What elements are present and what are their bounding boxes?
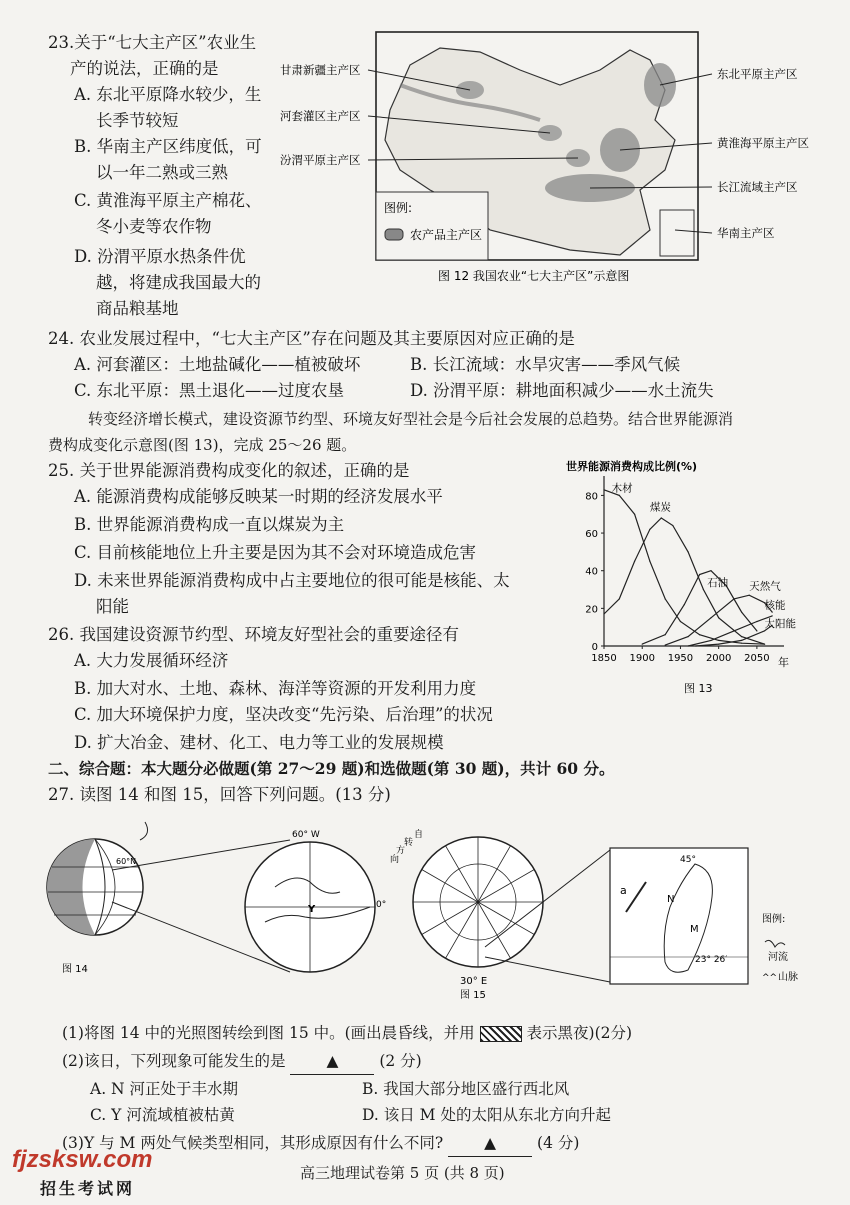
series-point (772, 615, 773, 616)
series-point (672, 525, 673, 526)
series-point (649, 561, 650, 562)
series-point (756, 630, 757, 631)
q26-option-c: C. 加大环境保护力度，坚决改变“先污染、后治理”的状况 (74, 705, 493, 724)
series-point (649, 529, 650, 530)
mada-lat-label: 23° 26′ (695, 955, 728, 965)
series-point (695, 645, 696, 646)
series-point (687, 645, 688, 646)
madagascar-inset (610, 848, 748, 984)
series-point (619, 495, 620, 496)
fig14-lat-label: 60°N (116, 857, 137, 866)
series-point (733, 630, 734, 631)
q27-sub2-text: (2)该日，下列现象可能发生的是 (62, 1052, 286, 1070)
series-label: 石油 (707, 576, 729, 589)
series-line-2 (642, 571, 757, 644)
fig15-rot4: 向 (390, 855, 400, 865)
series-point (733, 598, 734, 599)
series-point (665, 634, 666, 635)
label-huanghuaihai: 黄淮海平原主产区 (717, 136, 809, 150)
label-hetao: 河套灌区主产区 (280, 109, 361, 123)
q23-stem-line2: 产的说法，正确的是 (70, 59, 219, 78)
series-line-0 (604, 490, 765, 644)
q25-option-a: A. 能源消费构成能够反映某一时期的经济发展水平 (74, 487, 443, 506)
legend-river: 河流 (768, 952, 788, 963)
fig14-lon-label: 60° W (292, 830, 320, 840)
fig15-lon-label: 30° E (460, 976, 488, 987)
fig15-legend-title: 图例: (762, 914, 786, 925)
fig14-lon0-label: 0° (376, 900, 387, 910)
label-dongbei: 东北平原主产区 (717, 67, 798, 81)
watermark-site-name: 招生考试网 (40, 1179, 136, 1198)
section-2-heading: 二、综合题：本大题分必做题(第 27～29 题)和选做题(第 30 题)，共计 60 分。 (48, 759, 615, 778)
chart-xlabel: 年 (778, 656, 789, 669)
q27-sub2-option-a: A. N 河正处于丰水期 (90, 1080, 239, 1098)
series-point (603, 489, 604, 490)
q24-option-c: C. 东北平原：黑土退化——过度农垦 (74, 381, 345, 400)
series-point (687, 551, 688, 552)
q26-stem: 26. 我国建设资源节约型、环境友好型社会的重要途径有 (48, 625, 459, 644)
q23-stem-line1: 23.关于“七大主产区”农业生 (48, 33, 257, 52)
q27-sub1 (62, 1020, 632, 1046)
q27-sub2-option-c: C. Y 河流域植被枯黄 (90, 1106, 235, 1124)
q23-option-b-cont: 以一年二熟或三熟 (96, 163, 228, 182)
q23-option-d: D. 汾渭平原水热条件优 (74, 247, 246, 266)
label-huanan: 华南主产区 (717, 226, 775, 240)
q24-stem: 24. 农业发展过程中，“七大主产区”存在问题及其主要原因对应正确的是 (48, 329, 575, 348)
series-label: 核能 (764, 599, 786, 612)
chart-y-tick-label: 0 (591, 642, 598, 653)
series-point (687, 636, 688, 637)
fig15-rot3: 方 (396, 846, 406, 856)
chart-x-tick-label: 2000 (705, 653, 732, 664)
q27-sub1-text2: 表示黑夜)(2分) (526, 1024, 633, 1042)
figure-12-china-map (280, 30, 840, 290)
series-point (718, 644, 719, 645)
figure-12-caption: 图 12 我国农业“七大主产区”示意图 (438, 269, 630, 283)
series-point (741, 612, 742, 613)
series-point (741, 643, 742, 644)
q27-sub3-answer-blank[interactable] (448, 1130, 532, 1157)
mada-a-label: a (620, 884, 627, 897)
series-point (665, 598, 666, 599)
label-fenwei: 汾渭平原主产区 (280, 153, 361, 167)
q23-option-d-cont2: 商品粮基地 (96, 299, 179, 318)
chart-x-tick-label: 2050 (744, 653, 770, 664)
series-label: 煤炭 (649, 501, 671, 514)
q24-option-b: B. 长江流域：水旱灾害——季风气候 (410, 355, 681, 374)
series-point (665, 644, 666, 645)
q27-sub3-points: (4 分) (537, 1134, 580, 1152)
mada-n-label: N (667, 894, 675, 905)
fig14-caption: 图 14 (62, 964, 88, 975)
series-point (619, 598, 620, 599)
series-point (764, 644, 765, 645)
series-point (634, 514, 635, 515)
q25-option-d-cont: 阳能 (96, 597, 129, 616)
series-point (764, 630, 765, 631)
point-y-label: Y (308, 904, 316, 915)
series-point (699, 574, 700, 575)
mada-m-label: M (690, 924, 699, 935)
chart-x-tick-label: 1900 (629, 653, 655, 664)
q27-sub2-option-d: D. 该日 M 处的太阳从东北方向升起 (362, 1106, 611, 1124)
series-point (634, 561, 635, 562)
q25-option-b: B. 世界能源消费构成一直以煤炭为主 (74, 515, 345, 534)
series-point (603, 613, 604, 614)
q27-sub1-text: (1)将图 14 中的光照图转绘到图 15 中。(画出晨昏线，并用 (62, 1024, 475, 1042)
label-gansu-xinjiang: 甘肃新疆主产区 (280, 63, 361, 77)
south-sea-inset (660, 210, 694, 256)
series-point (642, 644, 643, 645)
q26-option-a: A. 大力发展循环经济 (74, 651, 229, 670)
q23-option-c-cont: 冬小麦等农作物 (96, 217, 212, 236)
series-point (710, 617, 711, 618)
q25-stem: 25. 关于世界能源消费构成变化的叙述，正确的是 (48, 461, 410, 480)
chart-y-tick-label: 80 (585, 491, 598, 503)
fig15-rot2: 转 (404, 838, 414, 848)
q27-stem: 27. 读图 14 和图 15，回答下列问题。(13 分) (48, 785, 391, 804)
fig14-zoom-circle (245, 830, 386, 972)
series-point (710, 640, 711, 641)
chart-y-tick-label: 20 (585, 604, 598, 616)
series-point (661, 517, 662, 518)
fig15-polar-view (390, 828, 543, 1001)
chart-title: 世界能源消费构成比例(%) (566, 460, 698, 473)
chart-caption: 图 13 (684, 682, 713, 695)
series-point (680, 621, 681, 622)
mada-lon-label: 45° (680, 855, 696, 865)
series-line-1 (604, 518, 765, 644)
series-label: 木材 (611, 482, 633, 495)
series-point (741, 640, 742, 641)
q23-option-a: A. 东北平原降水较少，生 (74, 85, 262, 104)
series-point (710, 570, 711, 571)
q26-option-b: B. 加大对水、土地、森林、海洋等资源的开发利用力度 (74, 679, 477, 698)
river-legend-icon (765, 940, 785, 947)
q27-sub2-points: (2 分) (379, 1052, 422, 1070)
series-point (703, 589, 704, 590)
q27-sub2-answer-blank[interactable] (290, 1048, 374, 1075)
series-label: 太阳能 (764, 618, 797, 631)
legend-title: 图例: (384, 201, 413, 215)
rotation-arrow-icon (140, 822, 148, 840)
q23-option-c: C. 黄淮海平原主产棉花、 (74, 191, 262, 210)
intro-line2: 费构成变化示意图(图 13)，完成 25～26 题。 (48, 436, 357, 454)
series-point (684, 604, 685, 605)
figure-14-15 (40, 812, 840, 1012)
q23-option-d-cont: 越，将建成我国最大的 (96, 273, 261, 292)
answer-triangle-icon: ▲ (484, 1134, 497, 1152)
chart-x-tick-label: 1950 (667, 653, 694, 664)
q23-option-b: B. 华南主产区纬度低，可 (74, 137, 262, 156)
series-point (718, 640, 719, 641)
answer-triangle-icon: ▲ (326, 1052, 339, 1070)
series-point (718, 617, 719, 618)
intro-line1: 转变经济增长模式，建设资源节约型、环境友好型社会是今后社会发展的总趋势。结合世界能源消 (88, 410, 734, 428)
q23-option-a-cont: 长季节较短 (96, 111, 179, 130)
chart-y-tick-label: 60 (585, 529, 598, 541)
series-point (756, 621, 757, 622)
legend-mountain: 山脉 (778, 972, 798, 983)
series-label: 天然气 (749, 580, 781, 593)
q27-sub2-option-b: B. 我国大部分地区盛行西北风 (362, 1080, 570, 1098)
watermark-url: fjzsksw.com (12, 1146, 153, 1173)
q27-sub3-text: (3)Y 与 M 两处气候类型相同，其形成原因有什么不同? (62, 1134, 444, 1152)
q26-option-d: D. 扩大冶金、建材、化工、电力等工业的发展规模 (74, 733, 444, 752)
q25-option-d: D. 未来世界能源消费构成中占主要地位的很可能是核能、太 (74, 571, 510, 590)
series-point (699, 634, 700, 635)
mountain-legend-icon: ^^ (762, 973, 778, 983)
fig14-globe (47, 822, 148, 975)
fig15-caption: 图 15 (460, 990, 486, 1001)
chart-x-tick-label: 1850 (591, 653, 617, 664)
q25-option-c: C. 目前核能地位上升主要是因为其不会对环境造成危害 (74, 543, 477, 562)
figure-13-energy-chart (566, 456, 816, 696)
page-footer: 高三地理试卷第 5 页 (共 8 页) (300, 1164, 505, 1182)
q24-option-a: A. 河套灌区：土地盐碱化——植被破坏 (74, 355, 361, 374)
hatch-swatch-icon (480, 1026, 522, 1042)
series-point (749, 595, 750, 596)
chart-y-tick-label: 40 (585, 566, 598, 578)
series-point (741, 636, 742, 637)
label-changjiang: 长江流域主产区 (717, 180, 798, 194)
legend-item: 农产品主产区 (410, 228, 483, 242)
series-point (772, 612, 773, 613)
q27-sub2 (62, 1048, 422, 1075)
fig15-rot1: 自 (414, 830, 424, 840)
legend-swatch (385, 229, 403, 240)
q24-option-d: D. 汾渭平原：耕地面积减少——水土流失 (410, 381, 714, 400)
